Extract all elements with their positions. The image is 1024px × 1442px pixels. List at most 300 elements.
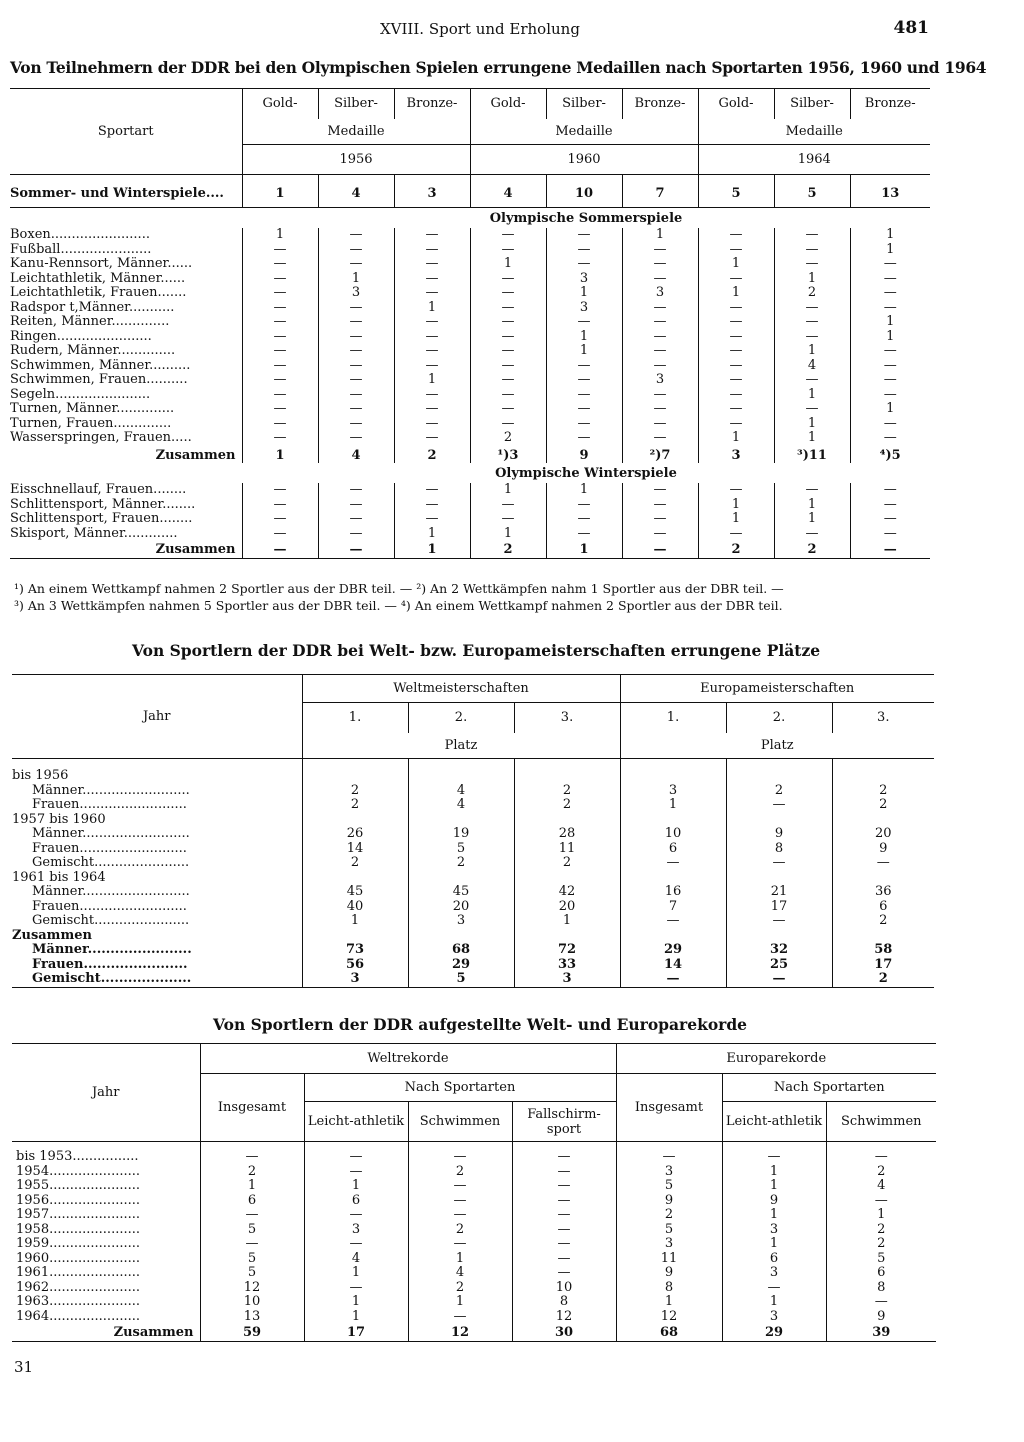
table-cell: — <box>774 301 850 316</box>
table-cell: 3 <box>546 272 622 287</box>
table-cell: — <box>394 344 470 359</box>
table-cell: — <box>242 359 318 374</box>
table-cell: 12 <box>512 1310 616 1325</box>
table-cell: 1 <box>774 498 850 513</box>
table-cell: — <box>200 1142 304 1165</box>
table-cell: 20 <box>832 827 934 842</box>
table-cell: — <box>242 315 318 330</box>
table-cell: 6 <box>304 1194 408 1209</box>
table-cell: ¹)3 <box>470 446 546 464</box>
table-cell: — <box>698 527 774 542</box>
row-label: 1961 bis 1964 <box>12 870 106 885</box>
row-label: 1957 bis 1960 <box>12 812 106 827</box>
col-header-gold: Gold- <box>698 89 774 119</box>
table-cell: — <box>318 402 394 417</box>
table-cell: — <box>470 315 546 330</box>
table-cell: — <box>318 541 394 558</box>
table-cell: 1 <box>470 257 546 272</box>
table-cell: — <box>698 483 774 498</box>
table-cell: — <box>242 402 318 417</box>
table-cell: — <box>850 301 930 316</box>
table-cell: — <box>622 301 698 316</box>
table-cell: 1 <box>470 527 546 542</box>
table-cell <box>408 813 514 828</box>
table-cell: 20 <box>408 900 514 915</box>
col-header-medaille: Medaille <box>242 119 470 145</box>
table-row <box>12 1252 936 1267</box>
table-row <box>10 272 930 287</box>
table-cell: ³)11 <box>774 446 850 464</box>
table-cell: 5 <box>616 1179 722 1194</box>
section-heading: Olympische Sommerspiele <box>489 211 683 226</box>
table-row <box>10 373 930 388</box>
table-cell: 1 <box>698 257 774 272</box>
table-cell: 2 <box>514 784 620 799</box>
table-cell: 40 <box>302 900 408 915</box>
table-cell: — <box>622 417 698 432</box>
table-cell: 58 <box>832 943 934 958</box>
col-header-sportart: Sportart <box>10 89 242 175</box>
table-row <box>10 431 930 446</box>
place-1: 1. <box>620 703 726 733</box>
table-cell: — <box>394 243 470 258</box>
table-cell: — <box>318 330 394 345</box>
col-header-insgesamt: Insgesamt <box>616 1074 722 1142</box>
table-cell: 13 <box>850 175 930 208</box>
table-cell: 1 <box>850 330 930 345</box>
section-heading: Olympische Winterspiele <box>495 466 677 481</box>
table-cell: — <box>620 972 726 987</box>
table-cell: — <box>698 272 774 287</box>
table-cell: 2 <box>698 541 774 558</box>
row-label: Schwimmen, Frauen.......... <box>10 373 188 387</box>
table-cell: 72 <box>514 943 620 958</box>
table-cell: 4 <box>408 798 514 813</box>
table-cell: 17 <box>304 1324 408 1341</box>
table-cell: 9 <box>616 1194 722 1209</box>
table-cell: 29 <box>620 943 726 958</box>
col-header-gold: Gold- <box>470 89 546 119</box>
row-label: bis 1953................ <box>16 1149 139 1164</box>
table-cell: 5 <box>698 175 774 208</box>
table-cell <box>620 929 726 944</box>
table-cell: — <box>242 498 318 513</box>
table-row <box>10 330 930 345</box>
table-cell: 1 <box>850 228 930 243</box>
table-row <box>12 914 934 929</box>
table-cell: 45 <box>302 885 408 900</box>
table-cell: 3 <box>616 1237 722 1252</box>
table-cell: — <box>726 798 832 813</box>
table-cell: — <box>512 1142 616 1165</box>
col-header-insgesamt: Insgesamt <box>200 1074 304 1142</box>
table-cell: 3 <box>616 1165 722 1180</box>
row-label: Segeln....................... <box>10 387 151 402</box>
table-cell: 1 <box>514 914 620 929</box>
table-row <box>10 315 930 330</box>
section-heading-row <box>10 208 930 229</box>
col-header-gold: Gold- <box>242 89 318 119</box>
table-cell: — <box>408 1310 512 1325</box>
row-label: Männer.......................... <box>32 885 190 899</box>
table-cell <box>302 813 408 828</box>
table-cell: 2 <box>826 1165 936 1180</box>
table-cell: 7 <box>622 175 698 208</box>
section-heading-row <box>10 463 930 483</box>
footnote-line-1: ¹) An einem Wettkampf nahmen 2 Sportler aus der DBR teil. — ²) An 2 Wettkämpfen nahm 1 Sportler aus der DBR teil. — <box>14 581 784 596</box>
table-cell: — <box>726 914 832 929</box>
row-label: Gemischt.................... <box>12 972 302 987</box>
table-cell: — <box>622 330 698 345</box>
table-cell: — <box>200 1208 304 1223</box>
table-cell: — <box>622 243 698 258</box>
table-cell: — <box>242 286 318 301</box>
table-cell: — <box>622 257 698 272</box>
page-number: 481 <box>893 18 929 38</box>
table-cell: 3 <box>318 286 394 301</box>
table-cell: — <box>774 257 850 272</box>
table-row <box>10 498 930 513</box>
table-cell: — <box>698 373 774 388</box>
table-cell: 1 <box>850 402 930 417</box>
table1-title: Von Teilnehmern der DDR bei den Olympischen Spielen errungene Medaillen nach Sportarten 1956, 1960 und 1964 <box>10 58 987 77</box>
table-cell: — <box>242 388 318 403</box>
table-cell: — <box>318 359 394 374</box>
col-header-nach-sportarten: Nach Sportarten <box>722 1074 936 1102</box>
row-label: Gemischt....................... <box>32 856 190 870</box>
table-cell: 2 <box>514 856 620 871</box>
table-cell: — <box>242 431 318 446</box>
table-cell: — <box>546 512 622 527</box>
table-cell: — <box>408 1237 512 1252</box>
table-cell: 1 <box>394 527 470 542</box>
table-cell: 28 <box>514 827 620 842</box>
table-cell: — <box>546 527 622 542</box>
col-header-schwimmen: Schwimmen <box>826 1102 936 1142</box>
place-3: 3. <box>514 703 620 733</box>
table-cell: — <box>546 388 622 403</box>
table-cell: — <box>304 1237 408 1252</box>
table-cell: 73 <box>302 943 408 958</box>
table-cell: — <box>620 914 726 929</box>
table-cell: 59 <box>200 1324 304 1341</box>
table-cell: 10 <box>200 1295 304 1310</box>
table-row <box>12 943 934 958</box>
table-cell <box>302 929 408 944</box>
table-cell: 33 <box>514 958 620 973</box>
table-cell: — <box>470 359 546 374</box>
table-cell: 2 <box>302 784 408 799</box>
table-cell: 32 <box>726 943 832 958</box>
table-cell: 21 <box>726 885 832 900</box>
table-cell: 1 <box>774 388 850 403</box>
table-cell: — <box>242 373 318 388</box>
table-cell: 3 <box>408 914 514 929</box>
table-cell: 4 <box>304 1252 408 1267</box>
table-cell: 10 <box>512 1281 616 1296</box>
table-cell: — <box>546 498 622 513</box>
table-cell: 5 <box>408 842 514 857</box>
table-cell: 1 <box>774 431 850 446</box>
table-cell: — <box>622 344 698 359</box>
table-cell: — <box>394 359 470 374</box>
row-label: Zusammen <box>12 1324 200 1341</box>
place-2: 2. <box>408 703 514 733</box>
table-cell: — <box>546 417 622 432</box>
row-label: Ringen....................... <box>10 329 152 344</box>
table-cell: — <box>546 228 622 243</box>
table-cell: — <box>394 388 470 403</box>
col-header-em: Europameisterschaften <box>620 675 934 703</box>
row-label: 1961...................... <box>16 1266 140 1280</box>
table-row <box>12 1266 936 1281</box>
table-cell: 1 <box>302 914 408 929</box>
table-cell: — <box>242 417 318 432</box>
table-cell: — <box>470 402 546 417</box>
table-row <box>12 1165 936 1180</box>
table-cell <box>832 759 934 784</box>
table-cell: 2 <box>774 541 850 558</box>
table-cell: — <box>408 1208 512 1223</box>
chapter-title: XVIII. Sport und Erholung <box>380 20 580 38</box>
table-cell: — <box>470 512 546 527</box>
table-cell: 1 <box>698 286 774 301</box>
table-cell: 9 <box>726 827 832 842</box>
table-cell: 3 <box>394 175 470 208</box>
table-cell: 1 <box>698 498 774 513</box>
table-cell: 4 <box>408 784 514 799</box>
col-header-bronze: Bronze- <box>394 89 470 119</box>
table-row <box>10 243 930 258</box>
table-cell: 1 <box>698 431 774 446</box>
table-cell: — <box>242 257 318 272</box>
table-cell: 2 <box>302 856 408 871</box>
table-cell: — <box>512 1223 616 1238</box>
table-cell: 1 <box>318 272 394 287</box>
table-cell: 30 <box>512 1324 616 1341</box>
table-row <box>12 1142 936 1165</box>
col-header-weltrekorde: Weltrekorde <box>200 1044 616 1074</box>
table-cell: 3 <box>722 1223 826 1238</box>
table-cell: 42 <box>514 885 620 900</box>
table-cell: — <box>698 417 774 432</box>
row-label: 1964...................... <box>16 1309 140 1324</box>
table-cell: — <box>242 541 318 558</box>
table-cell: — <box>394 498 470 513</box>
table-cell: — <box>698 402 774 417</box>
footnotes <box>14 580 934 614</box>
table-cell: 4 <box>774 359 850 374</box>
table-cell: 9 <box>826 1310 936 1325</box>
table-cell: — <box>850 272 930 287</box>
col-header-fallschirmsport: Fallschirm-sport <box>512 1102 616 1142</box>
table-cell: — <box>470 301 546 316</box>
table-cell: 1 <box>850 243 930 258</box>
table-cell: — <box>546 373 622 388</box>
row-label: 1962...................... <box>16 1280 140 1295</box>
table-cell: 4 <box>408 1266 512 1281</box>
table-cell: 2 <box>726 784 832 799</box>
table-cell: — <box>318 344 394 359</box>
blank-cell <box>10 208 242 229</box>
row-label: Turnen, Frauen.............. <box>10 416 172 431</box>
table-row <box>12 759 934 784</box>
table-cell: 25 <box>726 958 832 973</box>
table-cell: — <box>470 417 546 432</box>
table-cell: 5 <box>826 1252 936 1267</box>
table-cell: — <box>394 286 470 301</box>
table-cell: — <box>622 431 698 446</box>
col-header-europarekorde: Europarekorde <box>616 1044 936 1074</box>
table-cell: — <box>850 527 930 542</box>
table-cell <box>408 929 514 944</box>
table-cell: 14 <box>302 842 408 857</box>
table-cell: 1 <box>616 1295 722 1310</box>
row-label: Schlittensport, Frauen........ <box>10 512 193 526</box>
table-cell: 10 <box>546 175 622 208</box>
table-cell: 2 <box>826 1237 936 1252</box>
table-cell: 1 <box>242 175 318 208</box>
row-label: Turnen, Männer.............. <box>10 402 175 416</box>
table-cell: — <box>318 527 394 542</box>
table-cell: — <box>318 512 394 527</box>
table-cell: — <box>850 483 930 498</box>
col-header-silber: Silber- <box>546 89 622 119</box>
table-cell: 1 <box>394 373 470 388</box>
table-cell: 1 <box>304 1295 408 1310</box>
table-cell: 6 <box>620 842 726 857</box>
table-cell: — <box>512 1179 616 1194</box>
col-header-jahr: Jahr <box>12 675 302 759</box>
table-cell: — <box>698 359 774 374</box>
table-cell: 20 <box>514 900 620 915</box>
table-cell: — <box>470 498 546 513</box>
table-row <box>12 813 934 828</box>
row-label: 1956...................... <box>16 1193 140 1208</box>
table-cell <box>832 871 934 886</box>
place-2: 2. <box>726 703 832 733</box>
table3-title: Von Sportlern der DDR aufgestellte Welt- und Europarekorde <box>213 1015 748 1034</box>
row-label: Frauen.......................... <box>32 841 187 856</box>
table-cell: 29 <box>722 1324 826 1341</box>
table-cell: 26 <box>302 827 408 842</box>
table-cell: 2 <box>394 446 470 464</box>
table-cell: 3 <box>304 1223 408 1238</box>
table-cell: 2 <box>408 856 514 871</box>
row-label: Skisport, Männer............. <box>10 526 178 541</box>
table-row <box>10 483 930 498</box>
table-cell <box>408 871 514 886</box>
table-cell: — <box>394 512 470 527</box>
table-row <box>10 359 930 374</box>
table-cell: — <box>304 1142 408 1165</box>
table-cell: — <box>546 431 622 446</box>
table-cell: 1 <box>546 286 622 301</box>
table-cell: 2 <box>200 1165 304 1180</box>
table-cell: — <box>850 498 930 513</box>
table-cell: 1 <box>408 1295 512 1310</box>
row-label: Männer.......................... <box>32 827 190 841</box>
row-label: bis 1956 <box>12 768 69 783</box>
table-row <box>12 856 934 871</box>
records-table <box>12 1043 936 1342</box>
table-cell: — <box>622 541 698 558</box>
table-cell: 1 <box>304 1266 408 1281</box>
row-label: Reiten, Männer.............. <box>10 315 170 329</box>
table-cell: — <box>512 1194 616 1209</box>
table-cell: 9 <box>546 446 622 464</box>
table-row <box>12 1223 936 1238</box>
table-row <box>10 417 930 432</box>
table-cell: — <box>470 388 546 403</box>
table-cell <box>408 759 514 784</box>
table-cell: 3 <box>722 1266 826 1281</box>
table-cell: 2 <box>408 1281 512 1296</box>
table-cell: 5 <box>200 1223 304 1238</box>
table-cell: — <box>622 402 698 417</box>
row-label: 1957...................... <box>16 1208 140 1222</box>
table-cell: 1 <box>620 798 726 813</box>
table-cell <box>726 759 832 784</box>
table-cell: 1 <box>200 1179 304 1194</box>
table-cell: — <box>318 228 394 243</box>
year-1956: 1956 <box>242 145 470 175</box>
table-cell: 45 <box>408 885 514 900</box>
row-label: Schwimmen, Männer.......... <box>10 358 191 373</box>
row-label: Männer.......................... <box>32 783 190 798</box>
row-label: Boxen........................ <box>10 228 150 242</box>
table-cell: — <box>318 257 394 272</box>
table-cell: 12 <box>408 1324 512 1341</box>
row-label: Rudern, Männer.............. <box>10 344 176 358</box>
table-row <box>10 541 930 558</box>
table-cell: — <box>470 272 546 287</box>
table-cell: — <box>512 1266 616 1281</box>
col-header-silber: Silber- <box>318 89 394 119</box>
table-cell: 1 <box>774 512 850 527</box>
table-cell <box>832 929 934 944</box>
table-cell <box>514 813 620 828</box>
row-label: 1954...................... <box>16 1164 140 1179</box>
table-cell: 1 <box>408 1252 512 1267</box>
table-row <box>10 301 930 316</box>
table-cell: — <box>616 1142 722 1165</box>
row-label: Eisschnellauf, Frauen........ <box>10 483 187 497</box>
table-cell: 56 <box>302 958 408 973</box>
table-cell: — <box>774 315 850 330</box>
table-cell: — <box>318 373 394 388</box>
row-label: Frauen.......................... <box>32 899 187 914</box>
table-cell: 3 <box>620 784 726 799</box>
table-cell: 6 <box>832 900 934 915</box>
table-cell: — <box>698 344 774 359</box>
table-row <box>10 344 930 359</box>
table-cell: — <box>470 243 546 258</box>
table-cell: — <box>774 483 850 498</box>
table-cell: 68 <box>616 1324 722 1341</box>
table-cell: — <box>318 315 394 330</box>
table-cell: 1 <box>722 1165 826 1180</box>
table-cell: 8 <box>826 1281 936 1296</box>
table-cell: 39 <box>826 1324 936 1341</box>
table-cell: 12 <box>200 1281 304 1296</box>
table-cell: — <box>622 527 698 542</box>
table-cell: — <box>850 431 930 446</box>
table-row <box>12 1281 936 1296</box>
table-cell <box>514 929 620 944</box>
row-label: Leichtathletik, Frauen....... <box>10 286 187 300</box>
table-cell: 1 <box>850 315 930 330</box>
